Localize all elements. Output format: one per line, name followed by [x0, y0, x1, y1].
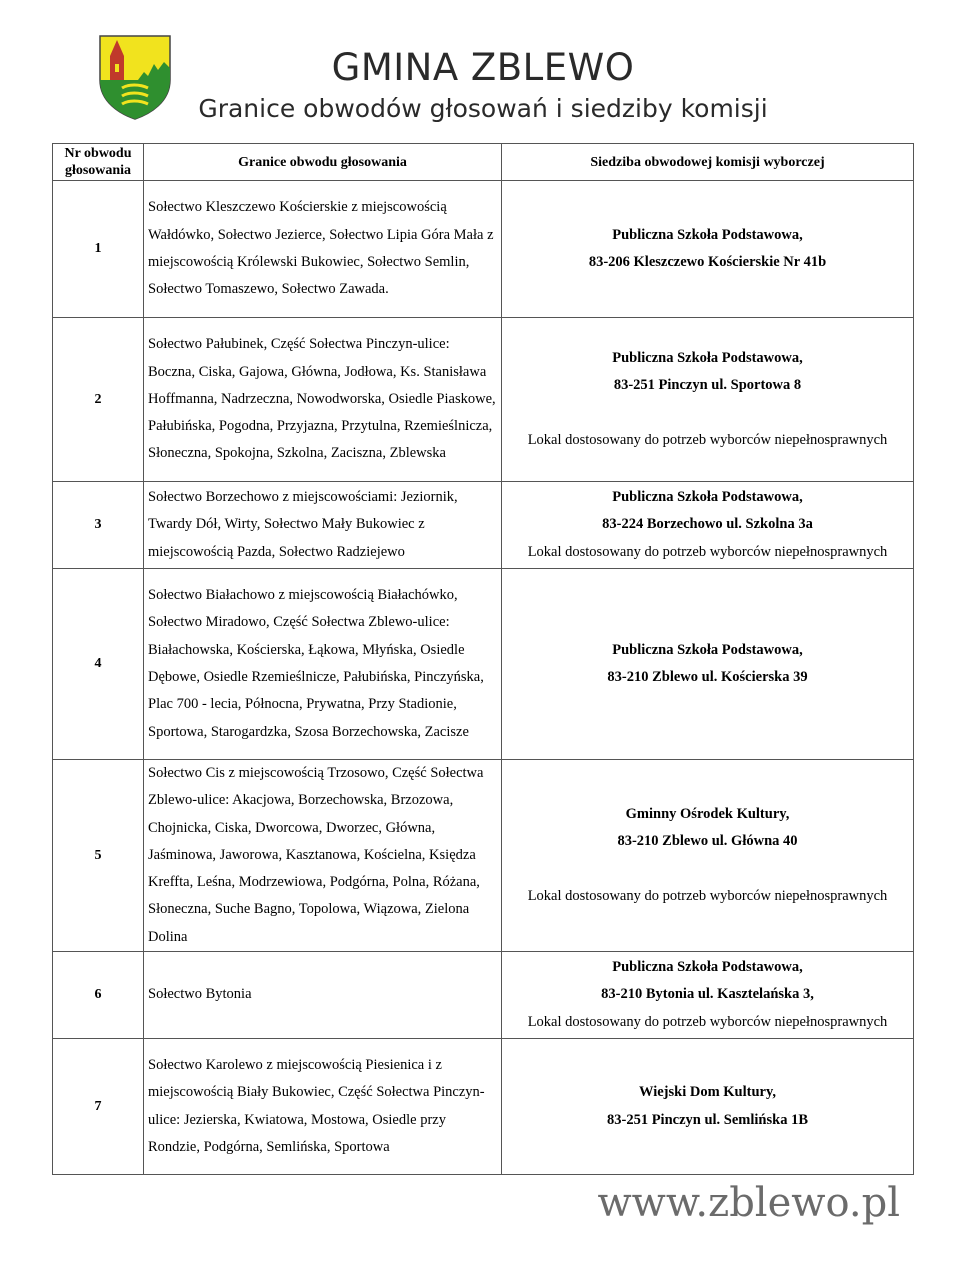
seat-address: 83-224 Borzechowo ul. Szkolna 3a	[602, 516, 813, 533]
accessibility-note: Lokal dostosowany do potrzeb wyborców niepełnosprawnych	[527, 431, 888, 448]
page-header	[0, 0, 969, 140]
header-boundaries: Granice obwodu głosowania	[144, 144, 502, 181]
seat-address: 83-206 Kleszczewo Kościerskie Nr 41b	[588, 254, 827, 270]
table-row	[53, 952, 914, 1039]
page-title: GMINA ZBLEWO	[331, 46, 635, 89]
district-boundaries: Sołectwo Bytonia	[144, 952, 502, 1039]
commission-seat	[502, 482, 914, 569]
seat-address: 83-210 Zblewo ul. Główna 40	[617, 833, 798, 850]
header-seat: Siedziba obwodowej komisji wyborczej	[502, 144, 914, 181]
voting-districts-table	[52, 143, 914, 1175]
commission-seat	[502, 181, 914, 318]
commission-seat	[502, 952, 914, 1039]
seat-address: 83-210 Bytonia ul. Kasztelańska 3,	[601, 986, 814, 1003]
seat-name: Gminny Ośrodek Kultury,	[625, 806, 790, 823]
district-number: 3	[53, 482, 144, 569]
table-header-row	[53, 144, 914, 181]
coat-of-arms-icon	[98, 34, 172, 120]
seat-name: Publiczna Szkoła Podstawowa,	[612, 226, 803, 243]
commission-seat	[502, 569, 914, 760]
district-boundaries: Sołectwo Borzechowo z miejscowościami: Jeziornik, Twardy Dół, Wirty, Sołectwo Mały Bukowiec z miejscowością Pazda, Sołectwo Radziejewo	[144, 482, 502, 569]
table-row	[53, 1039, 914, 1175]
page-subtitle: Granice obwodów głosowań i siedziby komisji	[198, 94, 768, 123]
seat-name: Publiczna Szkoła Podstawowa,	[612, 959, 803, 976]
table-row	[53, 318, 914, 482]
accessibility-note: Lokal dostosowany do potrzeb wyborców niepełnosprawnych	[527, 543, 888, 560]
seat-name: Publiczna Szkoła Podstawowa,	[612, 641, 803, 658]
district-number: 1	[53, 181, 144, 318]
seat-address: 83-251 Pinczyn ul. Sportowa 8	[613, 377, 802, 394]
district-number: 5	[53, 760, 144, 952]
district-boundaries: Sołectwo Kleszczewo Kościerskie z miejscowością Wałdówko, Sołectwo Jezierce, Sołectwo Lipia Góra Mała z miejscowością Królewski Bukowiec, Sołectwo Semlin, Sołectwo Tomaszewo, Sołectwo Zawada.	[144, 181, 502, 318]
seat-address: 83-251 Pinczyn ul. Semlińska 1B	[606, 1111, 808, 1128]
commission-seat	[502, 760, 914, 952]
seat-name: Publiczna Szkoła Podstawowa,	[612, 350, 803, 367]
seat-name: Wiejski Dom Kultury,	[638, 1084, 777, 1101]
district-number: 6	[53, 952, 144, 1039]
header-nr: Nr obwodu głosowania	[53, 144, 144, 181]
district-number: 7	[53, 1039, 144, 1175]
seat-name: Publiczna Szkoła Podstawowa,	[612, 489, 803, 506]
accessibility-note: Lokal dostosowany do potrzeb wyborców niepełnosprawnych	[527, 887, 888, 904]
district-boundaries: Sołectwo Pałubinek, Część Sołectwa Pinczyn-ulice: Boczna, Ciska, Gajowa, Główna, Jodłowa, Ks. Stanisława Hoffmanna, Nadrzeczna, Nowodworska, Osiedle Piaskowe, Pałubińska, Pogodna, Przyjazna, Przytulna, Rzemieślnicza, Słoneczna, Spokojna, Szkolna, Zaciszna, Zblewska	[144, 318, 502, 482]
district-boundaries: Sołectwo Białachowo z miejscowością Białachówko, Sołectwo Miradowo, Część Sołectwa Zblewo-ulice: Białachowska, Kościerska, Łąkowa, Młyńska, Osiedle Dębowe, Osiedle Rzemieślnicze, Pałubińska, Pinczyńska, Plac 700 - lecia, Północna, Prywatna, Przy Stadionie, Sportowa, Starogardzka, Szosa Borzechowska, Zacisze	[144, 569, 502, 760]
table-row	[53, 569, 914, 760]
seat-address: 83-210 Zblewo ul. Kościerska 39	[607, 669, 808, 685]
district-boundaries: Sołectwo Karolewo z miejscowością Piesienica i z miejscowością Biały Bukowiec, Część Sołectwa Pinczyn-ulice: Jezierska, Kwiatowa, Mostowa, Osiedle przy Rondzie, Podgórna, Semlińska, Sportowa	[144, 1039, 502, 1175]
district-number: 2	[53, 318, 144, 482]
commission-seat	[502, 318, 914, 482]
commission-seat	[502, 1039, 914, 1175]
accessibility-note: Lokal dostosowany do potrzeb wyborców niepełnosprawnych	[527, 1013, 888, 1030]
table-row	[53, 760, 914, 952]
table-row	[53, 181, 914, 318]
table-row	[53, 482, 914, 569]
district-boundaries: Sołectwo Cis z miejscowością Trzosowo, Część Sołectwa Zblewo-ulice: Akacjowa, Borzechowska, Brzozowa, Chojnicka, Ciska, Dworcowa, Dworzec, Główna, Jaśminowa, Jaworowa, Kasztanowa, Kościelna, Księdza Kreffta, Leśna, Modrzewiowa, Podgórna, Polna, Różana, Słoneczna, Suche Bagno, Topolowa, Wiązowa, Zielona Dolina	[144, 760, 502, 952]
website-link[interactable]: www.zblewo.pl	[597, 1180, 900, 1226]
district-number: 4	[53, 569, 144, 760]
